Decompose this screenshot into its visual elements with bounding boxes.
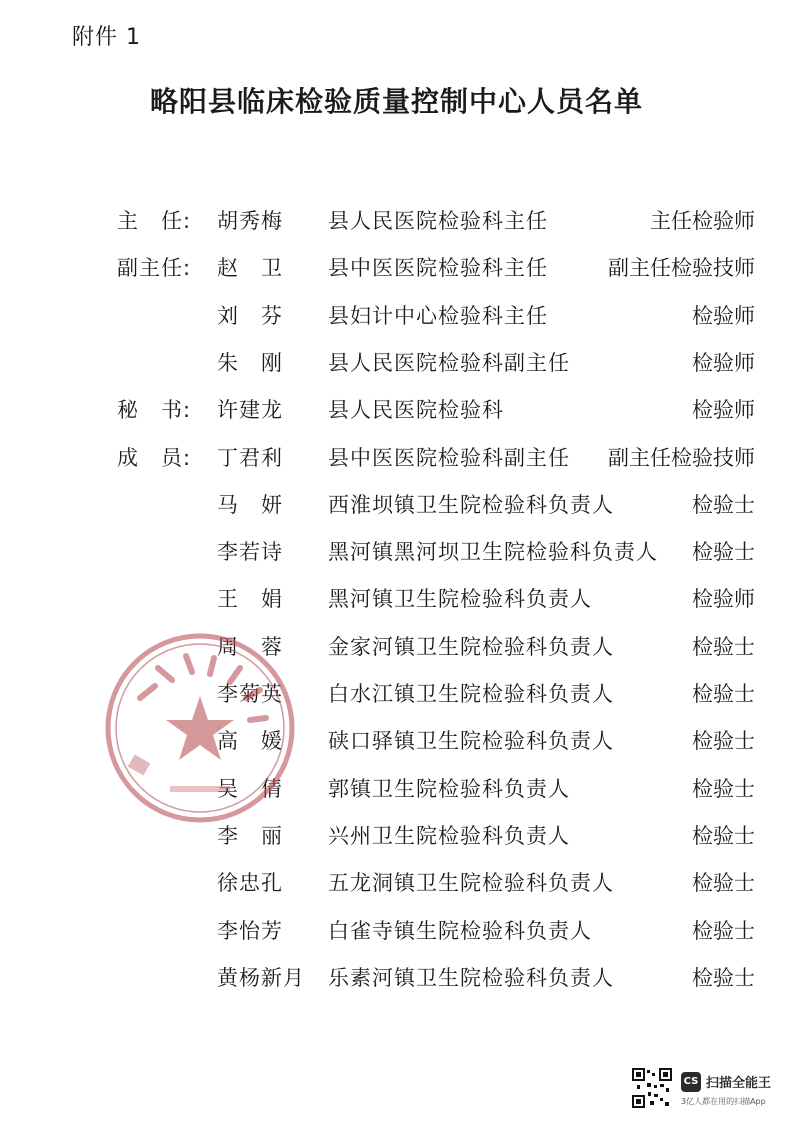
professional-title: 检验士 <box>692 634 755 659</box>
professional-title: 检验师 <box>692 587 755 612</box>
official-seal-stamp <box>100 628 300 828</box>
professional-title: 检验士 <box>692 965 755 990</box>
attachment-label: 附件 1 <box>72 25 141 50</box>
person-name: 李 丽 <box>217 823 283 848</box>
work-unit: 县妇计中心检验科主任 <box>328 303 548 328</box>
person-name: 李怡芳 <box>217 918 283 943</box>
qr-code-icon <box>632 1068 672 1108</box>
roster-row <box>0 536 793 576</box>
person-name: 朱 刚 <box>217 350 283 375</box>
work-unit: 郭镇卫生院检验科负责人 <box>328 776 570 801</box>
camscanner-logo-icon: CS <box>681 1072 701 1092</box>
professional-title: 检验士 <box>692 776 755 801</box>
person-name: 王 娟 <box>217 587 283 612</box>
work-unit: 县中医医院检验科副主任 <box>328 445 570 470</box>
work-unit: 乐素河镇卫生院检验科负责人 <box>328 965 614 990</box>
professional-title: 检验士 <box>692 823 755 848</box>
roster-row <box>0 867 793 907</box>
person-name: 徐忠孔 <box>217 871 283 896</box>
professional-title: 检验师 <box>692 303 755 328</box>
roster-row <box>0 394 793 434</box>
person-name: 李若诗 <box>217 540 283 565</box>
work-unit: 黑河镇黑河坝卫生院检验科负责人 <box>328 540 658 565</box>
person-name: 马 妍 <box>217 492 283 517</box>
work-unit: 硖口驿镇卫生院检验科负责人 <box>328 729 614 754</box>
roster-row <box>0 205 793 245</box>
role-label: 副主任: <box>117 256 192 281</box>
roster-row <box>0 252 793 292</box>
work-unit: 县人民医院检验科副主任 <box>328 350 570 375</box>
role-label: 主 任: <box>117 209 192 233</box>
work-unit: 白水江镇卫生院检验科负责人 <box>328 682 614 706</box>
professional-title: 主任检验师 <box>650 209 755 233</box>
professional-title: 检验士 <box>692 871 755 896</box>
person-name: 许建龙 <box>217 398 283 423</box>
work-unit: 县中医医院检验科主任 <box>328 256 548 281</box>
roster-row <box>0 583 793 623</box>
professional-title: 检验师 <box>692 350 755 375</box>
scanner-app-name: 扫描全能王 <box>706 1076 772 1091</box>
person-name: 丁君利 <box>217 445 283 470</box>
work-unit: 黑河镇卫生院检验科负责人 <box>328 587 592 612</box>
roster-row <box>0 489 793 529</box>
professional-title: 检验士 <box>692 492 755 517</box>
work-unit: 县人民医院检验科主任 <box>328 209 548 233</box>
person-name: 周 蓉 <box>217 634 283 659</box>
person-name: 吴 倩 <box>217 776 283 801</box>
role-label: 秘 书: <box>117 398 192 423</box>
professional-title: 检验师 <box>692 398 755 423</box>
roster-row <box>0 347 793 387</box>
work-unit: 五龙洞镇卫生院检验科负责人 <box>328 871 614 896</box>
person-name: 黄杨新月 <box>217 965 305 990</box>
roster-row <box>0 962 793 1002</box>
roster-row <box>0 442 793 482</box>
roster-row <box>0 915 793 955</box>
work-unit: 金家河镇卫生院检验科负责人 <box>328 634 614 659</box>
professional-title: 检验士 <box>692 729 755 754</box>
professional-title: 检验士 <box>692 540 755 565</box>
professional-title: 副主任检验技师 <box>608 256 755 281</box>
work-unit: 兴州卫生院检验科负责人 <box>328 823 570 848</box>
person-name: 刘 芬 <box>217 303 283 328</box>
professional-title: 副主任检验技师 <box>608 445 755 470</box>
person-name: 高 媛 <box>217 729 283 754</box>
professional-title: 检验士 <box>692 682 755 706</box>
roster-row <box>0 300 793 340</box>
person-name: 李菊英 <box>217 682 283 706</box>
role-label: 成 员: <box>117 445 192 470</box>
person-name: 赵 卫 <box>217 256 283 281</box>
scanner-app-tagline: 3亿人都在用的扫描App <box>681 1097 766 1106</box>
professional-title: 检验士 <box>692 918 755 943</box>
work-unit: 西淮坝镇卫生院检验科负责人 <box>328 492 614 517</box>
work-unit: 白雀寺镇生院检验科负责人 <box>328 918 592 943</box>
document-title: 略阳县临床检验质量控制中心人员名单 <box>149 85 643 118</box>
work-unit: 县人民医院检验科 <box>328 398 504 423</box>
person-name: 胡秀梅 <box>217 209 283 233</box>
